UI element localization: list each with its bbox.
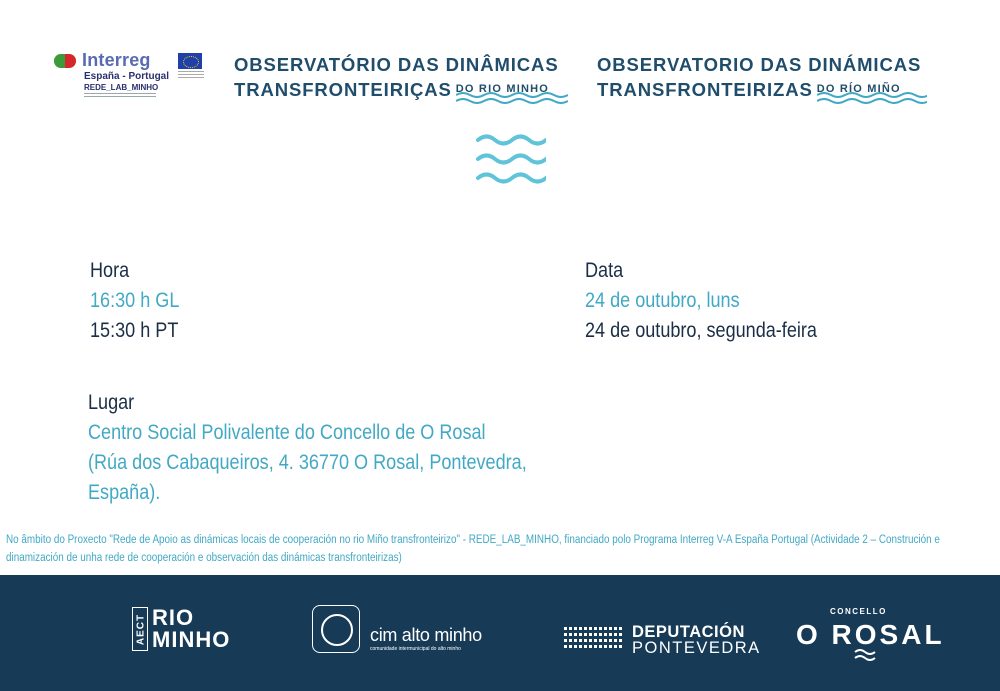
deputacion-line2: PONTEVEDRA bbox=[632, 639, 761, 657]
aect-line1: RIO bbox=[152, 605, 195, 630]
date-section bbox=[585, 256, 817, 346]
interreg-fine-print bbox=[84, 93, 156, 99]
rosal-wave-icon bbox=[854, 649, 878, 661]
partners-band bbox=[0, 575, 1000, 691]
date-label: Data bbox=[585, 259, 624, 282]
project-footnote bbox=[6, 531, 940, 567]
eu-caption bbox=[178, 71, 204, 79]
title-gl-line2: TRANSFRONTEIRIZAS bbox=[597, 79, 813, 100]
title-gl-line1: OBSERVATORIO DAS DINÁMICAS bbox=[597, 54, 922, 75]
title-gl-suffix: DO RÍO MIÑO bbox=[816, 83, 901, 95]
interreg-logo bbox=[54, 50, 204, 100]
title-pt-wave-icon bbox=[456, 92, 568, 104]
title-pt-line1: OBSERVATÓRIO DAS DINÂMICAS bbox=[234, 54, 559, 75]
observatory-title-gl bbox=[597, 52, 921, 102]
aect-line2: MINHO bbox=[152, 627, 231, 652]
cim-name: cim alto minho bbox=[370, 625, 482, 645]
interreg-brand: Interreg bbox=[82, 50, 151, 70]
rosal-name: O ROSAL bbox=[796, 619, 945, 650]
aect-side-label: AECT bbox=[135, 613, 147, 646]
date-gl: 24 de outubro, luns bbox=[585, 289, 740, 312]
rosal-small-label: CONCELLO bbox=[830, 607, 887, 616]
interreg-dot-icon bbox=[54, 54, 76, 68]
title-gl-wave-icon bbox=[817, 92, 927, 104]
place-section bbox=[88, 388, 527, 508]
place-line1: Centro Social Polivalente do Concello de O Rosal bbox=[88, 421, 486, 444]
time-section bbox=[90, 256, 179, 346]
cim-description: comunidade intermunicipal do alto minho bbox=[370, 646, 461, 652]
place-label: Lugar bbox=[88, 391, 135, 414]
date-pt: 24 de outubro, segunda-feira bbox=[585, 319, 817, 342]
title-pt-line2: TRANSFRONTEIRIÇAS bbox=[234, 79, 452, 100]
time-label: Hora bbox=[90, 259, 130, 282]
title-pt-suffix: DO RIO MINHO bbox=[455, 83, 550, 95]
footnote-text: No âmbito do Proxecto "Rede de Apoio as dinámicas locais de cooperación no rio Miño transfronteirizo" - REDE_LAB_MINHO, financiado polo Programa Interreg V-A España Portugal (Actividade 2 – Construción e dinamización de unha rede de cooperación e observación das dinámicas transfronteirizas) bbox=[6, 534, 940, 564]
place-line2: (Rúa dos Cabaqueiros, 4. 36770 O Rosal, Pontevedra, bbox=[88, 451, 527, 474]
deputacion-line1: DEPUTACIÓN bbox=[632, 623, 745, 641]
deputacion-dots-icon bbox=[564, 623, 624, 653]
interreg-project: REDE_LAB_MINHO bbox=[84, 83, 159, 92]
time-gl: 16:30 h GL bbox=[90, 289, 180, 312]
observatory-title-pt bbox=[234, 52, 559, 102]
waves-icon bbox=[476, 132, 546, 186]
place-line3: España). bbox=[88, 481, 161, 504]
eu-flag-icon bbox=[178, 53, 202, 69]
cim-emblem-icon bbox=[312, 605, 360, 653]
time-pt: 15:30 h PT bbox=[90, 319, 179, 342]
interreg-region: España - Portugal bbox=[84, 71, 170, 82]
